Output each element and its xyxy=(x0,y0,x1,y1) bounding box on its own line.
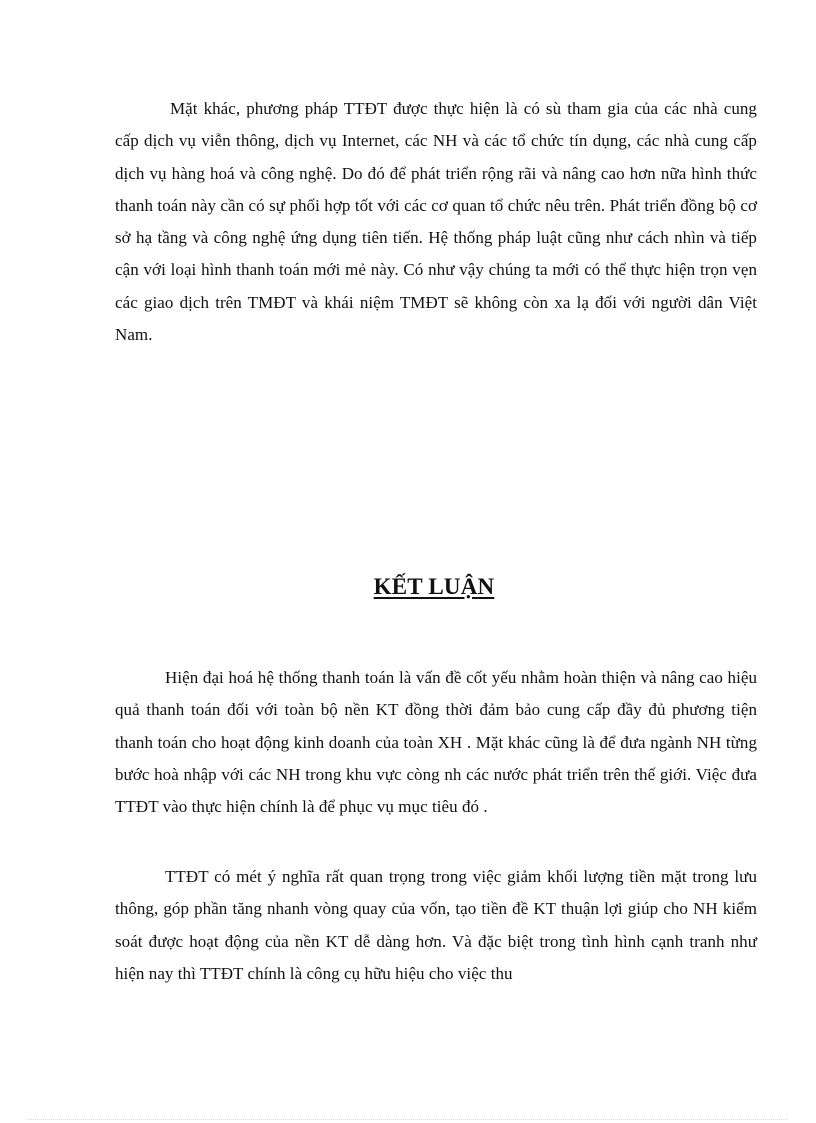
page-bottom-divider xyxy=(28,1119,788,1120)
body-paragraph-2: Hiện đại hoá hệ thống thanh toán là vấn đề cốt yếu nhằm hoàn thiện và nâng cao hiệu quả thanh toán đối với toàn bộ nền KT đồng thời đảm bảo cung cấp đầy đủ phương tiện thanh toán cho hoạt động kinh doanh của toàn XH . Mặt khác cũng là để đưa ngành NH từng bước hoà nhập với các NH trong khu vực còng nh các nước phát triển trên thế giới. Việc đưa TTĐT vào thực hiện chính là để phục vụ mục tiêu đó . xyxy=(115,668,757,817)
body-paragraph-1: Mặt khác, phương pháp TTĐT được thực hiện là có sù tham gia của các nhà cung cấp dịch vụ viễn thông, dịch vụ Internet, các NH và các tổ chức tín dụng, các nhà cung cấp dịch vụ hàng hoá và công nghệ. Do đó để phát triển rộng rãi và nâng cao hơn nữa hình thức thanh toán này cần có sự phối hợp tốt với các cơ quan tổ chức nêu trên. Phát triển đồng bộ cơ sở hạ tầng và công nghệ ứng dụng tiên tiến. Hệ thống pháp luật cũng như cách nhìn và tiếp cận với loại hình thanh toán mới mẻ này. Có như vậy chúng ta mới có thể thực hiện trọn vẹn các giao dịch trên TMĐT và khái niệm TMĐT sẽ không còn xa lạ đối với người dân Việt Nam. xyxy=(115,99,757,345)
section-heading-conclusion: KẾT LUẬN xyxy=(373,574,495,599)
body-paragraph-3: TTĐT có mét ý nghĩa rất quan trọng trong việc giảm khối lượng tiền mặt trong lưu thông, góp phần tăng nhanh vòng quay của vốn, tạo tiền đề KT thuận lợi giúp cho NH kiểm soát được hoạt động của nền KT dễ dàng hơn. Và đặc biệt trong tình hình cạnh tranh như hiện nay thì TTĐT chính là công cụ hữu hiệu cho việc thu xyxy=(115,867,757,983)
